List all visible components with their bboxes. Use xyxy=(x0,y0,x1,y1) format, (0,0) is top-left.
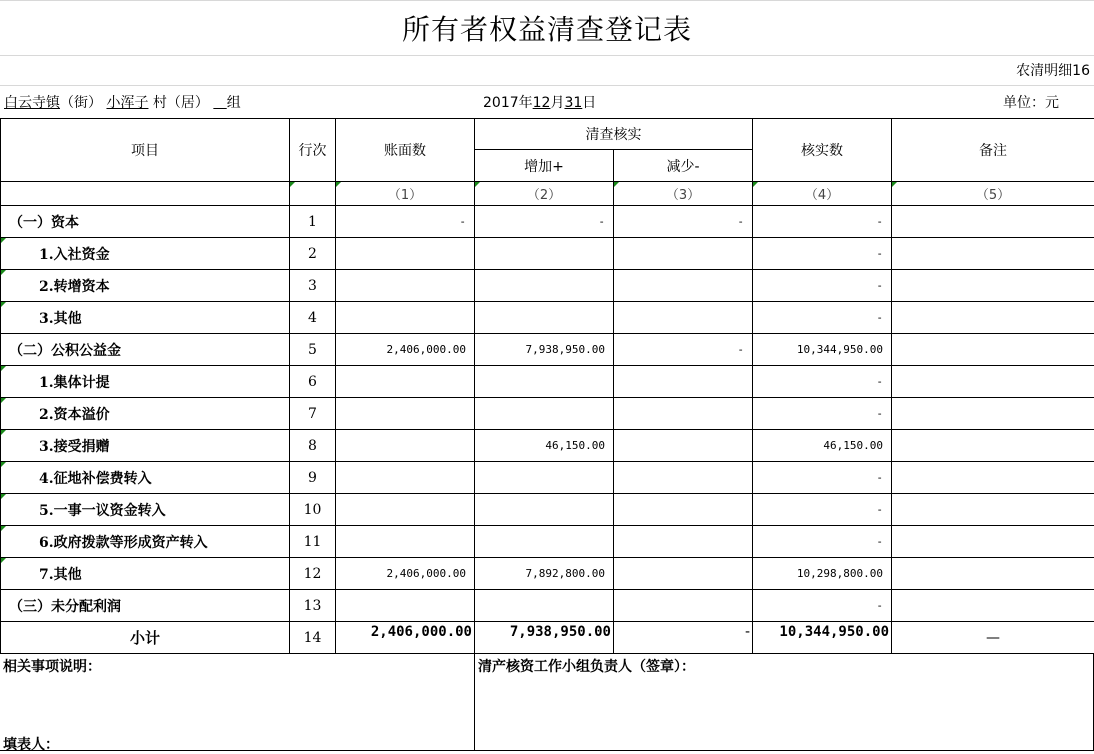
row-increase: 7,892,800.00 xyxy=(475,558,614,590)
row-remark xyxy=(892,430,1094,462)
table-row xyxy=(1,302,1094,334)
row-no: 5 xyxy=(290,334,336,366)
row-book: - xyxy=(336,206,475,238)
row-item: （三）未分配利润 xyxy=(1,590,290,622)
row-item: 6.政府拨款等形成资产转入 xyxy=(1,526,290,558)
row-no: 11 xyxy=(290,526,336,558)
town-name: 白云寺镇 xyxy=(4,95,60,111)
row-decrease xyxy=(614,366,753,398)
row-verified: 46,150.00 xyxy=(753,430,892,462)
row-decrease xyxy=(614,270,753,302)
row-verified: - xyxy=(753,590,892,622)
row-no: 2 xyxy=(290,238,336,270)
row-decrease xyxy=(614,590,753,622)
subtotal-book: 2,406,000.00 xyxy=(336,622,475,654)
equity-table xyxy=(0,118,1094,654)
row-no: 6 xyxy=(290,366,336,398)
col-num-2: （2） xyxy=(475,182,614,206)
row-book xyxy=(336,462,475,494)
row-no: 10 xyxy=(290,494,336,526)
row-book xyxy=(336,238,475,270)
table-row xyxy=(1,334,1094,366)
leader-sign-label: 清产核资工作小组负责人（签章）： xyxy=(478,656,695,676)
row-item: 3.接受捐赠 xyxy=(1,430,290,462)
row-remark xyxy=(892,366,1094,398)
date-day-unit: 日 xyxy=(582,95,596,111)
header-item: 项目 xyxy=(1,119,290,182)
report-date xyxy=(483,92,596,112)
table-row xyxy=(1,462,1094,494)
row-verified: - xyxy=(753,270,892,302)
table-row xyxy=(1,430,1094,462)
row-book: 2,406,000.00 xyxy=(336,558,475,590)
town-suffix: （街） xyxy=(60,95,102,111)
row-book xyxy=(336,270,475,302)
row-verified: - xyxy=(753,302,892,334)
subtotal-remark: — xyxy=(892,622,1094,654)
row-remark xyxy=(892,494,1094,526)
col-num-5: （5） xyxy=(892,182,1094,206)
row-increase xyxy=(475,526,614,558)
group-blank xyxy=(213,95,226,111)
row-increase: 7,938,950.00 xyxy=(475,334,614,366)
col-num-4: （4） xyxy=(753,182,892,206)
row-remark xyxy=(892,590,1094,622)
row-no: 8 xyxy=(290,430,336,462)
row-item: 1.集体计提 xyxy=(1,366,290,398)
row-remark xyxy=(892,526,1094,558)
column-number-row xyxy=(1,182,1094,206)
col-num-blank xyxy=(290,182,336,206)
table-row xyxy=(1,206,1094,238)
notes-section xyxy=(0,654,1094,751)
row-no: 9 xyxy=(290,462,336,494)
row-remark xyxy=(892,302,1094,334)
row-item: 4.征地补偿费转入 xyxy=(1,462,290,494)
subtotal-row-no: 14 xyxy=(290,622,336,654)
row-no: 4 xyxy=(290,302,336,334)
table-row xyxy=(1,590,1094,622)
row-increase xyxy=(475,366,614,398)
table-row xyxy=(1,398,1094,430)
row-book xyxy=(336,430,475,462)
row-increase xyxy=(475,302,614,334)
row-verified: - xyxy=(753,238,892,270)
row-no: 12 xyxy=(290,558,336,590)
row-verified: - xyxy=(753,494,892,526)
row-verified: - xyxy=(753,206,892,238)
row-increase: 46,150.00 xyxy=(475,430,614,462)
related-notes-box xyxy=(0,654,475,751)
row-verified: - xyxy=(753,526,892,558)
col-num-3: （3） xyxy=(614,182,753,206)
group-suffix: 组 xyxy=(227,95,241,111)
row-book xyxy=(336,398,475,430)
row-decrease: - xyxy=(614,334,753,366)
row-no: 1 xyxy=(290,206,336,238)
row-decrease xyxy=(614,494,753,526)
subtotal-label: 小计 xyxy=(1,622,290,654)
filler-label: 填表人： xyxy=(3,734,59,754)
row-book xyxy=(336,526,475,558)
subtotal-row xyxy=(1,622,1094,654)
row-increase xyxy=(475,270,614,302)
row-verified: - xyxy=(753,366,892,398)
unit-label: 单位：元 xyxy=(1003,92,1059,112)
header-decrease: 减少- xyxy=(614,150,753,182)
row-verified: - xyxy=(753,398,892,430)
row-book xyxy=(336,302,475,334)
col-num-1: （1） xyxy=(336,182,475,206)
row-increase xyxy=(475,462,614,494)
row-decrease xyxy=(614,302,753,334)
table-row xyxy=(1,494,1094,526)
col-num-blank xyxy=(1,182,290,206)
header-verified: 核实数 xyxy=(753,119,892,182)
row-item: 2.资本溢价 xyxy=(1,398,290,430)
table-row xyxy=(1,238,1094,270)
location-line xyxy=(4,92,241,112)
row-item: 3.其他 xyxy=(1,302,290,334)
row-item: 1.入社资金 xyxy=(1,238,290,270)
divider xyxy=(0,85,1094,86)
date-month-unit: 月 xyxy=(550,95,564,111)
row-decrease xyxy=(614,398,753,430)
row-remark xyxy=(892,462,1094,494)
header-verify: 清查核实 xyxy=(475,119,753,150)
form-number: 农清明细16 xyxy=(1016,60,1090,80)
village-name: 小浑子 xyxy=(106,95,148,111)
date-month: 12 xyxy=(533,95,551,111)
row-decrease xyxy=(614,238,753,270)
row-remark xyxy=(892,558,1094,590)
row-decrease xyxy=(614,430,753,462)
row-remark xyxy=(892,270,1094,302)
subtotal-decrease: - xyxy=(614,622,753,654)
row-book xyxy=(336,590,475,622)
related-notes-label: 相关事项说明： xyxy=(3,656,101,676)
row-increase xyxy=(475,398,614,430)
table-row xyxy=(1,558,1094,590)
table-row xyxy=(1,270,1094,302)
row-book: 2,406,000.00 xyxy=(336,334,475,366)
page-title: 所有者权益清查登记表 xyxy=(0,0,1094,56)
row-verified: 10,344,950.00 xyxy=(753,334,892,366)
row-no: 7 xyxy=(290,398,336,430)
row-increase xyxy=(475,590,614,622)
header-remark: 备注 xyxy=(892,119,1094,182)
row-increase: - xyxy=(475,206,614,238)
date-year: 2017 xyxy=(483,95,519,111)
row-book xyxy=(336,494,475,526)
row-decrease: - xyxy=(614,206,753,238)
row-remark xyxy=(892,238,1094,270)
row-decrease xyxy=(614,462,753,494)
table-row xyxy=(1,366,1094,398)
row-remark xyxy=(892,206,1094,238)
row-verified: 10,298,800.00 xyxy=(753,558,892,590)
row-item: 5.一事一议资金转入 xyxy=(1,494,290,526)
header-book: 账面数 xyxy=(336,119,475,182)
subtotal-increase: 7,938,950.00 xyxy=(475,622,614,654)
row-decrease xyxy=(614,526,753,558)
header-row-no: 行次 xyxy=(290,119,336,182)
row-item: （二）公积公益金 xyxy=(1,334,290,366)
row-increase xyxy=(475,494,614,526)
date-day: 31 xyxy=(564,95,582,111)
row-no: 13 xyxy=(290,590,336,622)
row-increase xyxy=(475,238,614,270)
row-item: （一）资本 xyxy=(1,206,290,238)
table-row xyxy=(1,526,1094,558)
leader-sign-box xyxy=(474,654,1094,751)
date-year-unit: 年 xyxy=(519,95,533,111)
subtotal-verified: 10,344,950.00 xyxy=(753,622,892,654)
row-item: 2.转增资本 xyxy=(1,270,290,302)
header-increase: 增加+ xyxy=(475,150,614,182)
row-no: 3 xyxy=(290,270,336,302)
village-suffix: 村（居） xyxy=(153,95,209,111)
row-decrease xyxy=(614,558,753,590)
row-verified: - xyxy=(753,462,892,494)
row-remark xyxy=(892,398,1094,430)
row-remark xyxy=(892,334,1094,366)
row-book xyxy=(336,366,475,398)
row-item: 7.其他 xyxy=(1,558,290,590)
